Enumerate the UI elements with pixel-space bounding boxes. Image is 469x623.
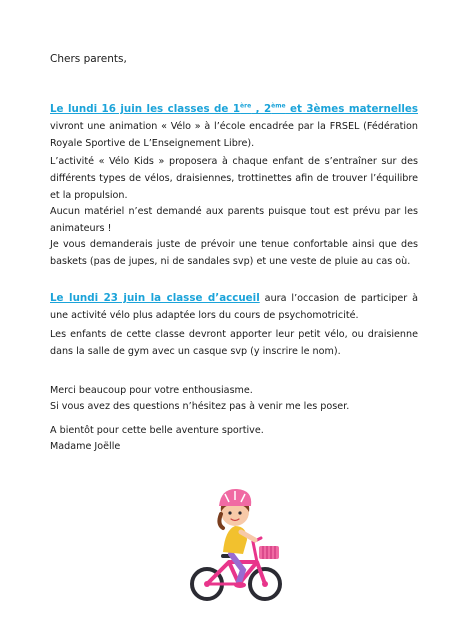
paragraph-3: Aucun matériel n’est demandé aux parents puisque tout est prévu par les animateurs ! xyxy=(50,206,418,234)
paragraph-4: Je vous demanderais juste de prévoir une tenue confortable ainsi que des baskets (pas de jupes, ni de sandales svp) et une veste de pluie au cas où. xyxy=(50,239,418,267)
superscript-a: ère xyxy=(240,102,252,110)
paragraph-1-text: vivront une animation « Vélo » à l’école encadrée par la FRSEL (Fédération Royale Sportive de L’Enseignement Libre). xyxy=(50,121,418,149)
girl-shirt xyxy=(223,526,247,554)
girl-shoe xyxy=(234,582,246,588)
closing-block xyxy=(50,383,418,455)
paragraph-5 xyxy=(50,290,418,324)
signature: Madame Joëlle xyxy=(50,441,121,452)
girl-on-bike-illustration xyxy=(185,488,285,606)
closing-line-1: Merci beaucoup pour votre enthousiasme. xyxy=(50,385,253,396)
paragraph-6: Les enfants de cette classe devront apporter leur petit vélo, ou draisienne dans la salle de gym avec un casque svp (y inscrire le nom). xyxy=(50,329,418,357)
closing-line-2: Si vous avez des questions n’hésitez pas à venir me les poser. xyxy=(50,401,350,412)
closing-line-3: A bientôt pour cette belle aventure sportive. xyxy=(50,425,264,436)
paragraph-1 xyxy=(50,101,418,152)
superscript-b: ème xyxy=(271,102,286,110)
greeting: Chers parents, xyxy=(50,53,127,65)
highlight-text-c: et 3èmes maternelles xyxy=(285,103,418,115)
paragraph-2: L’activité « Vélo Kids » proposera à chaque enfant de s’entraîner sur des différents types de vélos, draisiennes, trottinettes afin de trouver l’équilibre et la propulsion. xyxy=(50,156,418,201)
bike-basket xyxy=(259,546,279,559)
date-highlight-2: Le lundi 23 juin la classe d’accueil xyxy=(50,292,260,304)
date-highlight-1 xyxy=(50,103,418,115)
highlight-text-a: Le lundi 16 juin les classes de 1 xyxy=(50,103,241,115)
highlight-text-b: , 2 xyxy=(251,103,272,115)
paragraph-5-text: aura l’occasion de participer à une activité vélo plus adaptée lors du cours de psychomotricité. xyxy=(50,293,418,321)
